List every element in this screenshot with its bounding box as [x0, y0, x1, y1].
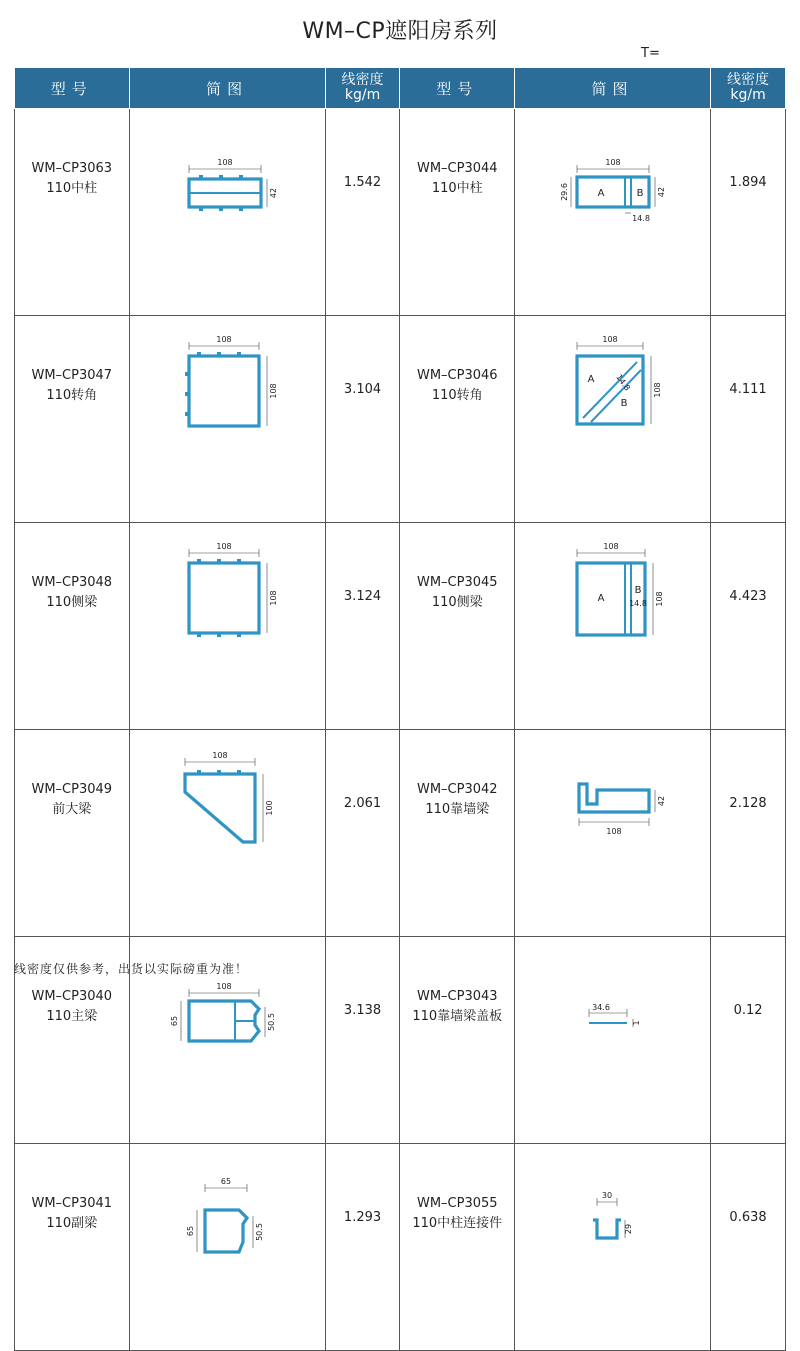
svg-text:B: B — [634, 585, 641, 596]
profile-drawing — [525, 316, 701, 454]
table-row — [15, 1144, 786, 1351]
svg-text:108: 108 — [652, 382, 662, 398]
profile-drawing — [525, 937, 701, 1075]
svg-text:108: 108 — [217, 158, 233, 167]
density-value: 1.894 — [711, 109, 786, 316]
model-name: 110靠墙梁盖板 — [412, 1009, 503, 1024]
model-code: WM–CP3042 — [416, 782, 498, 797]
model-code: WM–CP3048 — [31, 575, 113, 590]
svg-text:108: 108 — [605, 827, 622, 836]
profile-drawing — [139, 523, 315, 661]
density-value: 1.293 — [325, 1144, 400, 1351]
model-code: WM–CP3041 — [31, 1196, 113, 1211]
model-code: WM–CP3045 — [416, 575, 498, 590]
profile-drawing — [525, 523, 701, 661]
header-drawing: 简图 — [129, 68, 325, 109]
svg-text:65: 65 — [186, 1225, 196, 1237]
svg-text:A: A — [597, 188, 604, 199]
header-density: 线密度 kg/m — [711, 68, 786, 109]
drawing-cell — [129, 316, 325, 523]
model-name: 前大梁 — [52, 802, 92, 817]
svg-text:B: B — [636, 188, 643, 199]
density-value: 3.124 — [325, 523, 400, 730]
footnote: 线密度仅供参考，出货以实际磅重为准！ — [14, 962, 249, 976]
density-value: 3.104 — [325, 316, 400, 523]
svg-text:14.8: 14.8 — [628, 599, 647, 608]
model-name: 110靠墙梁 — [425, 802, 490, 817]
header-density: 线密度 kg/m — [325, 68, 400, 109]
drawing-cell — [129, 523, 325, 730]
model-code: WM–CP3044 — [416, 161, 498, 176]
t-label: T= — [641, 46, 660, 61]
table-row — [15, 109, 786, 316]
drawing-cell — [515, 523, 711, 730]
header-drawing: 简图 — [515, 68, 711, 109]
svg-text:42: 42 — [656, 186, 666, 198]
model-cell — [400, 730, 515, 937]
svg-text:29: 29 — [623, 1223, 633, 1235]
density-value: 3.138 — [325, 937, 400, 1144]
svg-text:65: 65 — [220, 1177, 232, 1186]
drawing-cell — [515, 316, 711, 523]
model-name: 110中柱 — [431, 181, 483, 196]
profile-drawing — [139, 730, 315, 868]
density-value: 0.12 — [711, 937, 786, 1144]
svg-text:65: 65 — [170, 1015, 180, 1027]
svg-text:108: 108 — [216, 982, 232, 991]
table-row — [15, 523, 786, 730]
svg-text:14.8: 14.8 — [631, 214, 650, 223]
svg-text:A: A — [587, 374, 594, 385]
profile-drawing — [139, 316, 315, 454]
model-code: WM–CP3046 — [416, 368, 498, 383]
svg-text:108: 108 — [604, 158, 621, 167]
profile-drawing — [139, 937, 315, 1075]
model-name: 110主梁 — [46, 1009, 98, 1024]
profile-drawing — [525, 730, 701, 868]
drawing-cell — [129, 109, 325, 316]
density-value: 4.423 — [711, 523, 786, 730]
model-cell — [400, 1144, 515, 1351]
model-name: 110中柱连接件 — [412, 1216, 503, 1231]
model-name: 110侧梁 — [46, 595, 98, 610]
table-header-row — [15, 68, 786, 109]
drawing-cell — [129, 1144, 325, 1351]
drawing-cell — [129, 730, 325, 937]
model-name: 110转角 — [46, 388, 98, 403]
svg-text:29.6: 29.6 — [559, 183, 569, 201]
model-code: WM–CP3040 — [31, 989, 113, 1004]
svg-text:108: 108 — [269, 383, 279, 399]
svg-text:30: 30 — [601, 1191, 612, 1200]
density-value: 0.638 — [711, 1144, 786, 1351]
drawing-cell — [515, 937, 711, 1144]
svg-text:108: 108 — [601, 335, 618, 344]
svg-text:B: B — [620, 398, 627, 409]
profile-drawing — [139, 109, 315, 247]
model-cell — [15, 316, 130, 523]
model-cell — [400, 937, 515, 1144]
drawing-cell — [515, 730, 711, 937]
svg-text:14.8: 14.8 — [613, 372, 632, 393]
profile-drawing — [525, 1144, 701, 1282]
svg-text:50.5: 50.5 — [267, 1013, 277, 1031]
model-name: 110侧梁 — [431, 595, 483, 610]
model-cell — [400, 523, 515, 730]
density-value: 2.128 — [711, 730, 786, 937]
model-code: WM–CP3063 — [31, 161, 113, 176]
header-model: 型号 — [400, 68, 515, 109]
density-value: 1.542 — [325, 109, 400, 316]
model-code: WM–CP3043 — [416, 989, 498, 1004]
model-cell — [400, 109, 515, 316]
model-name: 110转角 — [431, 388, 483, 403]
svg-text:34.6: 34.6 — [591, 1003, 610, 1012]
drawing-cell — [515, 1144, 711, 1351]
svg-text:50.5: 50.5 — [255, 1223, 265, 1241]
svg-text:42: 42 — [269, 187, 279, 199]
svg-text:42: 42 — [656, 795, 666, 807]
drawing-cell — [515, 109, 711, 316]
svg-text:108: 108 — [212, 751, 228, 760]
page-title: WM–CP遮阳房系列 — [302, 19, 498, 44]
svg-text:108: 108 — [216, 542, 232, 551]
model-code: WM–CP3047 — [31, 368, 113, 383]
svg-text:100: 100 — [265, 800, 275, 816]
model-cell — [15, 730, 130, 937]
table-row — [15, 730, 786, 937]
svg-text:108: 108 — [269, 590, 279, 606]
svg-text:108: 108 — [654, 591, 664, 607]
profile-drawing — [525, 109, 701, 247]
model-cell — [15, 109, 130, 316]
model-cell — [15, 1144, 130, 1351]
model-cell — [15, 523, 130, 730]
svg-text:108: 108 — [602, 542, 619, 551]
density-value: 2.061 — [325, 730, 400, 937]
model-cell — [400, 316, 515, 523]
profile-spec-table — [14, 67, 786, 1351]
model-name: 110中柱 — [46, 181, 98, 196]
model-name: 110副梁 — [46, 1216, 98, 1231]
table-row — [15, 316, 786, 523]
svg-text:A: A — [597, 593, 604, 604]
svg-text:108: 108 — [216, 335, 232, 344]
header-model: 型号 — [15, 68, 130, 109]
profile-drawing — [139, 1144, 315, 1282]
svg-text:1: 1 — [631, 1020, 641, 1026]
model-code: WM–CP3049 — [31, 782, 113, 797]
density-value: 4.111 — [711, 316, 786, 523]
model-code: WM–CP3055 — [416, 1196, 498, 1211]
